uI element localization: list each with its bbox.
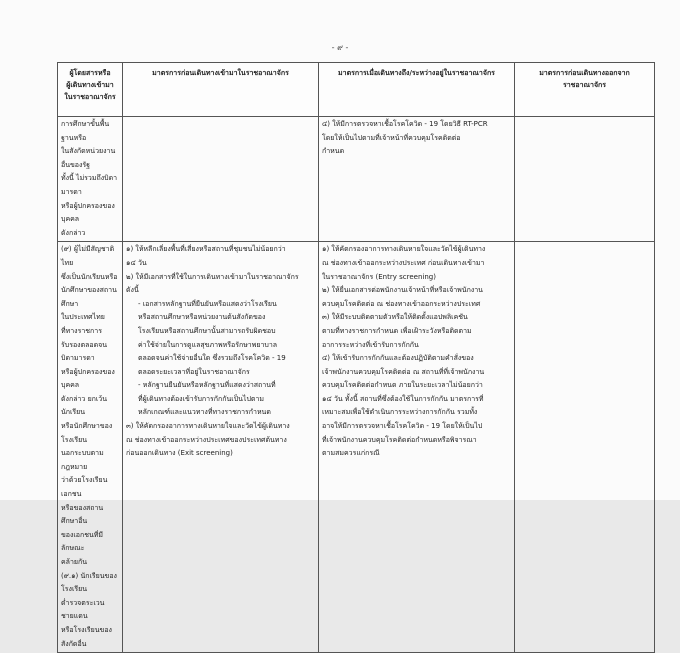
before-entry-subitem-2: - หลักฐานยืนยันหรือหลักฐานที่แสดงว่าสถานที่ ที่ผู้เดินทางต้องเข้ารับการกักกันเป็นไปตาม หลักเกณฑ์และแนวทางที่ทางราชการกำหนด (138, 381, 276, 417)
row2-on-arrival-cell (319, 242, 515, 653)
row1-traveler-cell: การศึกษาขั้นพื้นฐานหรือ ในสังกัดหน่วยงานอื่นของรัฐ ทั้งนี้ ไม่รวมถึงบิดามารดา หรือผู้ปกครองของบุคคล ดังกล่าว (58, 117, 123, 242)
header-travelers: ผู้โดยสารหรือ ผู้เดินทางเข้ามา ในราชอาณาจักร (58, 63, 123, 117)
on-arrival-item-4: ๔) ให้เข้ารับการกักกันและต้องปฏิบัติตามคำสั่งของ เจ้าพนักงานควบคุมโรคติดต่อ ณ สถานที่ที่เจ้าพนักงาน ควบคุมโรคติดต่อกำหนด ภายในระยะเวลาไม่น้อยกว่า ๑๔ วัน ทั้งนี้ สถานที่ซึ่งต้องใช้ในการกักกัน มาตรการที่ เหมาะสมเพื่อใช้ดำเนินการระหว่างการกักกัน รวมทั้ง อาจให้มีการตรวจหาเชื้อโรคโควิด - 19 โดยให้เป็นไป ที่เจ้าพนักงานควบคุมโรคติดต่อกำหนดหรือพิจารณา ตามสมควรแก่กรณี (322, 354, 485, 458)
header-before-entry: มาตรการก่อนเดินทางเข้ามาในราชอาณาจักร (123, 63, 319, 117)
header-before-departure: มาตรการก่อนเดินทางออกจาก ราชอาณาจักร (515, 63, 655, 117)
before-entry-item-1: ๑) ให้หลีกเลี่ยงพื้นที่เสี่ยงหรือสถานที่ชุมชนไม่น้อยกว่า ๑๔ วัน (126, 245, 286, 267)
row1-on-arrival-cell: ๔) ให้มีการตรวจหาเชื้อโรคโควิด - 19 โดยวิธี RT-PCR โดยให้เป็นไปตามที่เจ้าหน้าที่ควบคุมโรคติดต่อ กำหนด (319, 117, 515, 242)
row2-traveler-cell (58, 242, 123, 653)
before-entry-item-2: ๒) ให้มีเอกสารที่ใช้ในการเดินทางเข้ามาในราชอาณาจักร ดังนี้ (126, 272, 299, 295)
row1-before-entry-cell (123, 117, 319, 242)
table-row (58, 242, 655, 653)
traveler-category-9-1: (๙.๑) นักเรียนของโรงเรียน ด่ำรวจตระเวนชายแดน หรือโรงเรียนของสังกัดอื่น (61, 571, 117, 648)
traveler-category-9: (๙) ผู้ไม่มีสัญชาติไทย ซึ่งเป็นนักเรียนหรือ นักศึกษาของสถานศึกษา ในประเทศไทยที่ทางราชการ รับรองตลอดจนบิดามารดา หรือผู้ปกครองของบุคคล ดังกล่าว ยกเว้นนักเรียน หรือนักศึกษาของโรงเรียน นอกระบบตามกฎหมาย ว่าด้วยโรงเรียนเอกชน หรือของสถานศึกษาอื่น ของเอกชนที่มีลักษณะ คล้ายกัน (61, 245, 118, 566)
header-on-arrival: มาตรการเมื่อเดินทางถึง/ระหว่างอยู่ในราชอาณาจักร (319, 63, 515, 117)
on-arrival-item-1: ๑) ให้คัดกรองอาการทางเดินหายใจและวัดไข้ผู้เดินทาง ณ ช่องทางเข้าออกระหว่างประเทศ ก่อนเดินทางเข้ามา ในราชอาณาจักร (Entry screening) (322, 245, 486, 281)
row2-before-departure-cell (515, 242, 655, 653)
measures-table (57, 62, 655, 653)
before-entry-subitem-1: - เอกสารหลักฐานที่ยืนยันหรือแสดงว่าโรงเรียน หรือสถานศึกษาหรือหน่วยงานต้นสังกัดของ โรงเรียนหรือสถานศึกษานั้นสามารถรับผิดชอบ ค่าใช้จ่ายในการดูแลสุขภาพหรือรักษาพยาบาล ตลอดจนค่าใช้จ่ายอื่นใด ซึ่งรวมถึงโรคโควิด - 19 ตลอดระยะเวลาที่อยู่ในราชอาณาจักร (138, 299, 286, 376)
row2-before-entry-cell (123, 242, 319, 653)
table-header-row (58, 63, 655, 117)
on-arrival-item-3: ๓) ให้มีระบบติดตามตัวหรือให้ติดตั้งแอปพลิเคชัน ตามที่ทางราชการกำหนด เพื่อเฝ้าระวังหรือติดตาม อาการระหว่างที่เข้ารับการกักกัน (322, 313, 472, 349)
before-entry-item-3: ๓) ให้คัดกรองอาการทางเดินหายใจและวัดไข้ผู้เดินทาง ณ ช่องทางเข้าออกระหว่างประเทศของประเทศต้นทาง ก่อนออกเดินทาง (Exit screening) (126, 422, 290, 458)
row1-before-departure-cell (515, 117, 655, 242)
on-arrival-item-2: ๒) ให้ยื่นเอกสารต่อพนักงานเจ้าหน้าที่หรือเจ้าพนักงาน ควบคุมโรคติดต่อ ณ ช่องทางเข้าออกระหว่างประเทศ (322, 286, 483, 308)
page-number: - ๙ - (331, 43, 349, 52)
table-row (58, 117, 655, 242)
